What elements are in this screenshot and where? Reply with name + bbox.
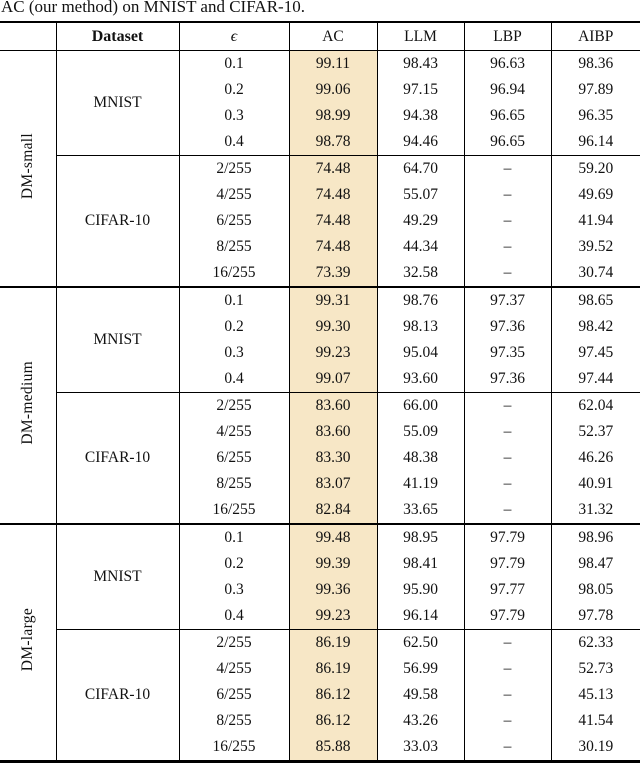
table-caption: AC (our method) on MNIST and CIFAR-10. — [1, 0, 305, 16]
lbp-value-cell: – — [464, 156, 551, 183]
llm-value-cell: 56.99 — [377, 656, 464, 682]
dataset-cell: CIFAR-10 — [56, 156, 179, 288]
aibp-value-cell: 97.78 — [551, 603, 640, 630]
header-method-aibp: AIBP — [551, 22, 640, 51]
lbp-value-cell: – — [464, 656, 551, 682]
llm-value-cell: 98.95 — [377, 524, 464, 551]
aibp-value-cell: 30.74 — [551, 260, 640, 287]
epsilon-cell: 2/255 — [179, 630, 289, 657]
group-label-cell — [0, 51, 56, 288]
aibp-value-cell: 98.47 — [551, 551, 640, 577]
lbp-value-cell: – — [464, 419, 551, 445]
header-method-lbp: LBP — [464, 22, 551, 51]
table-row — [0, 630, 640, 657]
ac-value-cell: 86.19 — [289, 630, 377, 657]
lbp-value-cell: – — [464, 630, 551, 657]
lbp-value-cell: – — [464, 393, 551, 420]
epsilon-cell: 6/255 — [179, 445, 289, 471]
ac-value-cell: 86.19 — [289, 656, 377, 682]
lbp-value-cell: 97.35 — [464, 340, 551, 366]
lbp-value-cell: – — [464, 234, 551, 260]
ac-value-cell: 99.23 — [289, 340, 377, 366]
lbp-value-cell: 96.65 — [464, 103, 551, 129]
aibp-value-cell: 98.65 — [551, 287, 640, 314]
group-label: DM-large — [18, 608, 36, 672]
lbp-value-cell: – — [464, 708, 551, 734]
lbp-value-cell: 97.37 — [464, 287, 551, 314]
lbp-value-cell: – — [464, 260, 551, 287]
results-table — [0, 21, 640, 763]
aibp-value-cell: 97.44 — [551, 366, 640, 393]
dataset-cell: MNIST — [56, 287, 179, 393]
llm-value-cell: 96.14 — [377, 603, 464, 630]
ac-value-cell: 98.78 — [289, 129, 377, 156]
table-row — [0, 393, 640, 420]
lbp-value-cell: 97.79 — [464, 603, 551, 630]
aibp-value-cell: 97.45 — [551, 340, 640, 366]
ac-value-cell: 98.99 — [289, 103, 377, 129]
ac-value-cell: 86.12 — [289, 682, 377, 708]
ac-value-cell: 73.39 — [289, 260, 377, 287]
epsilon-cell: 16/255 — [179, 260, 289, 287]
llm-value-cell: 95.04 — [377, 340, 464, 366]
aibp-value-cell: 39.52 — [551, 234, 640, 260]
epsilon-cell: 0.4 — [179, 603, 289, 630]
epsilon-cell: 4/255 — [179, 419, 289, 445]
llm-value-cell: 41.19 — [377, 471, 464, 497]
ac-value-cell: 99.07 — [289, 366, 377, 393]
ac-value-cell: 83.60 — [289, 419, 377, 445]
epsilon-cell: 0.1 — [179, 287, 289, 314]
aibp-value-cell: 52.37 — [551, 419, 640, 445]
llm-value-cell: 94.46 — [377, 129, 464, 156]
lbp-value-cell: – — [464, 734, 551, 762]
lbp-value-cell: 97.79 — [464, 524, 551, 551]
group-label: DM-small — [18, 132, 36, 200]
ac-value-cell: 99.36 — [289, 577, 377, 603]
llm-value-cell: 94.38 — [377, 103, 464, 129]
ac-value-cell: 83.60 — [289, 393, 377, 420]
lbp-value-cell: – — [464, 208, 551, 234]
lbp-value-cell: 97.36 — [464, 314, 551, 340]
lbp-value-cell: – — [464, 497, 551, 524]
epsilon-cell: 8/255 — [179, 708, 289, 734]
ac-value-cell: 82.84 — [289, 497, 377, 524]
epsilon-cell: 0.3 — [179, 577, 289, 603]
epsilon-cell: 0.2 — [179, 551, 289, 577]
epsilon-cell: 0.1 — [179, 524, 289, 551]
epsilon-cell: 16/255 — [179, 734, 289, 762]
llm-value-cell: 32.58 — [377, 260, 464, 287]
llm-value-cell: 62.50 — [377, 630, 464, 657]
aibp-value-cell: 30.19 — [551, 734, 640, 762]
table-row — [0, 156, 640, 183]
llm-value-cell: 48.38 — [377, 445, 464, 471]
lbp-value-cell: – — [464, 182, 551, 208]
epsilon-cell: 2/255 — [179, 156, 289, 183]
aibp-value-cell: 59.20 — [551, 156, 640, 183]
dataset-cell: CIFAR-10 — [56, 630, 179, 762]
aibp-value-cell: 98.96 — [551, 524, 640, 551]
aibp-value-cell: 41.94 — [551, 208, 640, 234]
lbp-value-cell: 96.63 — [464, 51, 551, 78]
epsilon-cell: 0.2 — [179, 77, 289, 103]
epsilon-cell: 4/255 — [179, 656, 289, 682]
aibp-value-cell: 98.36 — [551, 51, 640, 78]
epsilon-cell: 0.3 — [179, 103, 289, 129]
aibp-value-cell: 98.42 — [551, 314, 640, 340]
dataset-cell: CIFAR-10 — [56, 393, 179, 525]
llm-value-cell: 44.34 — [377, 234, 464, 260]
header-method-llm: LLM — [377, 22, 464, 51]
aibp-value-cell: 40.91 — [551, 471, 640, 497]
llm-value-cell: 55.07 — [377, 182, 464, 208]
aibp-value-cell: 62.04 — [551, 393, 640, 420]
lbp-value-cell: 97.36 — [464, 366, 551, 393]
llm-value-cell: 64.70 — [377, 156, 464, 183]
header-epsilon: ϵ — [179, 22, 289, 51]
ac-value-cell: 86.12 — [289, 708, 377, 734]
llm-value-cell: 98.41 — [377, 551, 464, 577]
dataset-cell: MNIST — [56, 51, 179, 156]
aibp-value-cell: 45.13 — [551, 682, 640, 708]
lbp-value-cell: – — [464, 445, 551, 471]
ac-value-cell: 83.30 — [289, 445, 377, 471]
ac-value-cell: 99.11 — [289, 51, 377, 78]
table-body — [0, 51, 640, 762]
table-row — [0, 51, 640, 78]
group-label: DM-medium — [18, 361, 36, 445]
ac-value-cell: 99.31 — [289, 287, 377, 314]
ac-value-cell: 99.06 — [289, 77, 377, 103]
llm-value-cell: 49.29 — [377, 208, 464, 234]
llm-value-cell: 98.76 — [377, 287, 464, 314]
lbp-value-cell: 97.79 — [464, 551, 551, 577]
header-method-ac: AC — [289, 22, 377, 51]
epsilon-cell: 16/255 — [179, 497, 289, 524]
epsilon-cell: 8/255 — [179, 234, 289, 260]
table-row — [0, 287, 640, 314]
epsilon-cell: 2/255 — [179, 393, 289, 420]
epsilon-cell: 0.1 — [179, 51, 289, 78]
aibp-value-cell: 98.05 — [551, 577, 640, 603]
aibp-value-cell: 49.69 — [551, 182, 640, 208]
llm-value-cell: 95.90 — [377, 577, 464, 603]
aibp-value-cell: 46.26 — [551, 445, 640, 471]
ac-value-cell: 83.07 — [289, 471, 377, 497]
llm-value-cell: 98.13 — [377, 314, 464, 340]
lbp-value-cell: – — [464, 682, 551, 708]
llm-value-cell: 49.58 — [377, 682, 464, 708]
ac-value-cell: 99.30 — [289, 314, 377, 340]
aibp-value-cell: 96.35 — [551, 103, 640, 129]
ac-value-cell: 99.48 — [289, 524, 377, 551]
epsilon-cell: 0.4 — [179, 129, 289, 156]
ac-value-cell: 74.48 — [289, 182, 377, 208]
table-row — [0, 524, 640, 551]
epsilon-cell: 8/255 — [179, 471, 289, 497]
table-header — [0, 22, 640, 51]
dataset-cell: MNIST — [56, 524, 179, 630]
aibp-value-cell: 97.89 — [551, 77, 640, 103]
epsilon-cell: 0.2 — [179, 314, 289, 340]
lbp-value-cell: 96.94 — [464, 77, 551, 103]
ac-value-cell: 99.23 — [289, 603, 377, 630]
epsilon-cell: 0.4 — [179, 366, 289, 393]
aibp-value-cell: 52.73 — [551, 656, 640, 682]
llm-value-cell: 93.60 — [377, 366, 464, 393]
llm-value-cell: 33.03 — [377, 734, 464, 762]
ac-value-cell: 99.39 — [289, 551, 377, 577]
lbp-value-cell: 97.77 — [464, 577, 551, 603]
llm-value-cell: 66.00 — [377, 393, 464, 420]
ac-value-cell: 74.48 — [289, 156, 377, 183]
aibp-value-cell: 41.54 — [551, 708, 640, 734]
llm-value-cell: 55.09 — [377, 419, 464, 445]
header-row — [0, 22, 640, 51]
group-label-cell — [0, 287, 56, 524]
ac-value-cell: 74.48 — [289, 234, 377, 260]
aibp-value-cell: 62.33 — [551, 630, 640, 657]
epsilon-cell: 6/255 — [179, 682, 289, 708]
llm-value-cell: 33.65 — [377, 497, 464, 524]
header-corner-cell — [0, 22, 56, 51]
ac-value-cell: 74.48 — [289, 208, 377, 234]
epsilon-cell: 0.3 — [179, 340, 289, 366]
aibp-value-cell: 31.32 — [551, 497, 640, 524]
aibp-value-cell: 96.14 — [551, 129, 640, 156]
ac-value-cell: 85.88 — [289, 734, 377, 762]
lbp-value-cell: 96.65 — [464, 129, 551, 156]
llm-value-cell: 43.26 — [377, 708, 464, 734]
llm-value-cell: 98.43 — [377, 51, 464, 78]
lbp-value-cell: – — [464, 471, 551, 497]
llm-value-cell: 97.15 — [377, 77, 464, 103]
epsilon-cell: 6/255 — [179, 208, 289, 234]
header-dataset: Dataset — [56, 22, 179, 51]
group-label-cell — [0, 524, 56, 762]
epsilon-cell: 4/255 — [179, 182, 289, 208]
